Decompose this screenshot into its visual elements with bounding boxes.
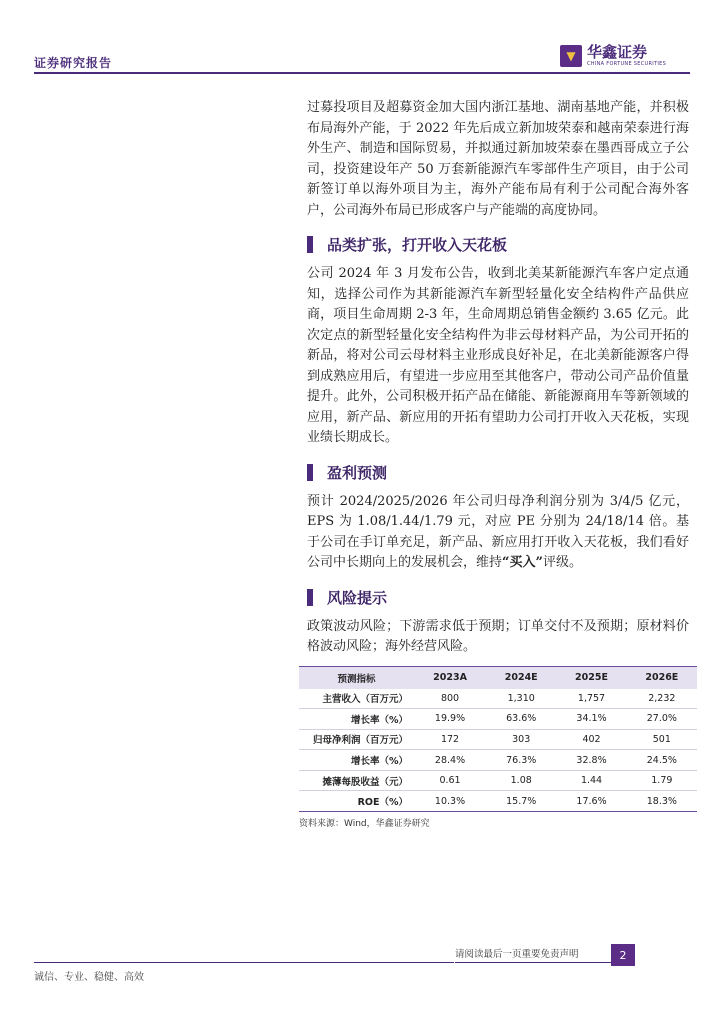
section-heading-category-expansion [307, 234, 689, 255]
table-cell: 32.8% [556, 750, 626, 771]
table-cell: 24.5% [627, 750, 697, 771]
section-title: 风险提示 [327, 588, 388, 607]
category-expansion-paragraph: 公司 2024 年 3 月发布公告，收到北美某新能源汽车客户定点通知，选择公司作为其新能源汽车新型轻量化安全结构件产品供应商，项目生命周期 2-3 年，生命周期总销售金额约 3.65 亿元。此次定点的新型轻量化安全结构件为非云母材料产品，为公司开拓的新品，将对公司云母材料主业形成良好补足，在北美新能源客户得到成熟应用后，有望进一步应用至其他客户，带动公司产品价值量提升。此外，公司积极开拓产品在储能、新能源商用车等新领域的应用，新产品、新应用的开拓有望助力公司打开收入天花板，实现业绩长期成长。 [307, 266, 689, 445]
table-cell: 1.08 [486, 770, 556, 791]
section-title: 盈利预测 [327, 463, 388, 482]
table-header-row [299, 666, 697, 689]
table-row-label: 增长率（%） [299, 709, 414, 730]
table-cell: 2,232 [627, 689, 697, 709]
section-bar-icon [307, 589, 313, 606]
section-title: 品类扩张，打开收入天花板 [327, 236, 508, 254]
table-cell: 1.44 [556, 770, 626, 791]
table-cell: 172 [414, 729, 486, 750]
risk-paragraph: 政策波动风险；下游需求低于预期；订单交付不及预期；原材料价格波动风险；海外经营风险。 [307, 618, 689, 654]
table-header-cell: 2023A [414, 666, 486, 689]
disclaimer-link[interactable]: 请阅读最后一页重要免责声明 [455, 949, 579, 960]
section-heading-profit-forecast [307, 462, 689, 483]
table-cell: 15.7% [486, 791, 556, 812]
table-cell: 1,310 [486, 689, 556, 709]
table-cell: 19.9% [414, 709, 486, 730]
table-cell: 63.6% [486, 709, 556, 730]
table-header-cell: 2026E [627, 666, 697, 689]
footer-motto: 诚信、专业、稳健、高效 [34, 972, 144, 983]
table-row-label: 增长率（%） [299, 750, 414, 771]
table-row [299, 750, 697, 771]
main-content [299, 98, 689, 830]
forecast-text-end: 评级。 [542, 555, 582, 570]
intro-paragraph: 过募投项目及超募资金加大国内浙江基地、湖南基地产能，并积极布局海外产能，于 2022 年先后成立新加坡荣泰和越南荣泰进行海外生产、制造和国际贸易，并拟通过新加坡荣泰在墨西哥成立子公司，投资建设年产 50 万套新能源汽车零部件生产项目，由于公司新签订单以海外项目为主，海外产能布局有利于公司配合海外客户，公司海外布局已形成客户与产能端的高度协同。 [307, 100, 689, 218]
table-cell: 303 [486, 729, 556, 750]
table-row [299, 729, 697, 750]
report-type-label: 证券研究报告 [34, 56, 113, 70]
section-heading-risk [307, 587, 689, 608]
table-header-cell: 预测指标 [299, 666, 414, 689]
table-cell: 10.3% [414, 791, 486, 812]
profit-forecast-paragraph [307, 492, 689, 574]
page-number: 2 [611, 944, 635, 966]
header-divider [34, 72, 690, 74]
table-row [299, 791, 697, 812]
footer-divider [34, 962, 454, 963]
table-header-cell: 2025E [556, 666, 626, 689]
rating-text: “买入” [502, 555, 543, 570]
section-bar-icon [307, 236, 313, 253]
table-row-label: 主营收入（百万元） [299, 689, 414, 709]
table-header-cell: 2024E [486, 666, 556, 689]
table-cell: 0.61 [414, 770, 486, 791]
logo-english-name: CHINA FORTUNE SECURITIES [587, 61, 667, 67]
logo-chinese-name: 华鑫证券 [587, 43, 648, 61]
forecast-table [299, 666, 697, 813]
table-row-label: 归母净利润（百万元） [299, 729, 414, 750]
table-cell: 18.3% [627, 791, 697, 812]
table-row [299, 770, 697, 791]
table-cell: 28.4% [414, 750, 486, 771]
table-row-label: 摊薄每股收益（元） [299, 770, 414, 791]
logo-mark-icon: ▼ [560, 45, 582, 67]
table-cell: 800 [414, 689, 486, 709]
table-cell: 1.79 [627, 770, 697, 791]
table-row [299, 689, 697, 709]
table-cell: 402 [556, 729, 626, 750]
table-row [299, 709, 697, 730]
table-cell: 34.1% [556, 709, 626, 730]
table-source-note: 资料来源：Wind，华鑫证券研究 [299, 819, 430, 830]
table-cell: 1,757 [556, 689, 626, 709]
table-cell: 17.6% [556, 791, 626, 812]
table-row-label: ROE（%） [299, 791, 414, 812]
table-cell: 27.0% [627, 709, 697, 730]
table-cell: 501 [627, 729, 697, 750]
company-logo [560, 44, 666, 67]
section-bar-icon [307, 464, 313, 481]
disclaimer-divider [455, 962, 620, 963]
forecast-text: 预计 2024/2025/2026 年公司归母净利润分别为 3/4/5 亿元，EPS 为 1.08/1.44/1.79 元，对应 PE 分别为 24/18/14 倍。基于公司在手订单充足，新产品、新应用打开收入天花板，我们看好公司中长期向上的发展机会，维持 [307, 493, 689, 570]
table-cell: 76.3% [486, 750, 556, 771]
